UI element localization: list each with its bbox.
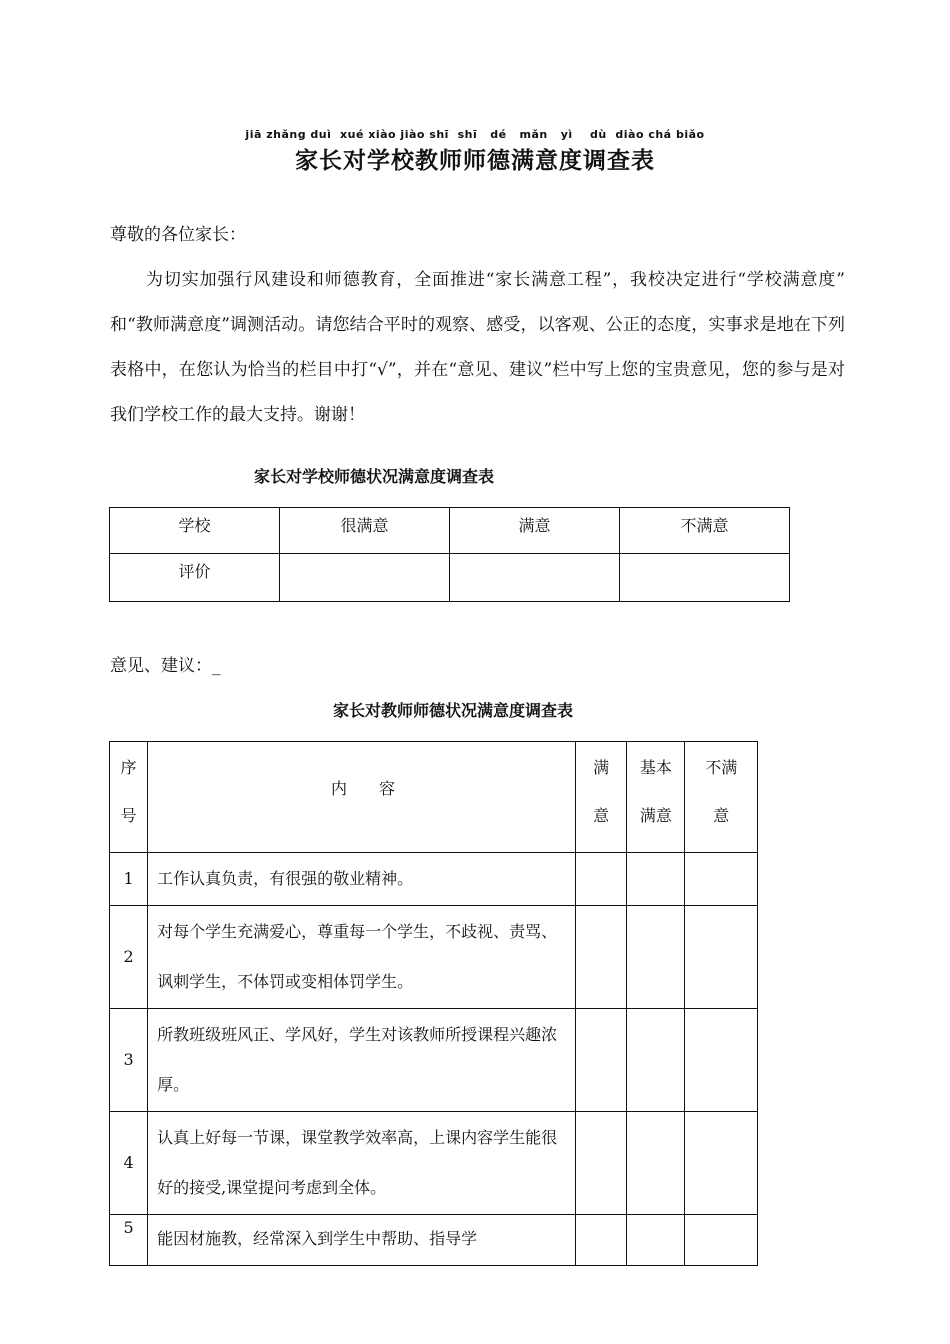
cell-unsatisfied[interactable] (685, 1112, 758, 1215)
header-satisfied: 满意 (450, 508, 620, 554)
greeting: 尊敬的各位家长： (110, 225, 246, 245)
teacher-satisfaction-table (109, 741, 758, 1266)
cell-satisfied[interactable] (450, 554, 620, 602)
header-very-satisfied: 很满意 (280, 508, 450, 554)
row-content: 能因材施教，经常深入到学生中帮助、指导学 (148, 1215, 576, 1266)
row-number: 2 (110, 906, 148, 1009)
intro-paragraph: 为切实加强行风建设和师德教育，全面推进“家长满意工程”，我校决定进行“学校满意度” 和“教师满意度”调测活动。请您结合平时的观察、感受，以客观、公正的态度，实事求是地在下列表格中，在您认为恰当的栏目中打“√”，并在“意见、建议”栏中写上您的宝贵意见，您的参与是对我们学校工作的最大支持。谢谢！ (110, 270, 845, 425)
cell-basically-satisfied[interactable] (627, 906, 685, 1009)
row-content: 工作认真负责，有很强的敬业精神。 (148, 853, 576, 906)
cell-unsatisfied[interactable] (685, 1009, 758, 1112)
cell-basically-satisfied[interactable] (627, 853, 685, 906)
row-number: 5 (110, 1215, 148, 1266)
table-row (110, 1009, 758, 1112)
school-table-title: 家长对学校师德状况满意度调查表 (254, 467, 495, 486)
cell-unsatisfied[interactable] (685, 853, 758, 906)
row-content: 认真上好每一节课，课堂教学效率高，上课内容学生能很好的接受,课堂提问考虑到全体。 (148, 1112, 576, 1215)
header-content: 内 容 (148, 742, 576, 853)
cell-unsatisfied[interactable] (685, 906, 758, 1009)
row-number: 4 (110, 1112, 148, 1215)
cell-unsatisfied[interactable] (620, 554, 790, 602)
table-header-row (110, 742, 758, 853)
cell-very-satisfied[interactable] (280, 554, 450, 602)
cell-satisfied[interactable] (575, 1112, 626, 1215)
header-basically-satisfied: 基本 满意 (627, 742, 685, 853)
header-unsatisfied: 不满 意 (685, 742, 758, 853)
advice-label: 意见、建议：_ (110, 656, 221, 676)
cell-satisfied[interactable] (575, 1009, 626, 1112)
school-satisfaction-table (109, 507, 790, 602)
cell-satisfied[interactable] (575, 906, 626, 1009)
cell-basically-satisfied[interactable] (627, 1112, 685, 1215)
header-school: 学校 (110, 508, 280, 554)
table-row (110, 554, 790, 602)
title-pinyin: jiā zhǎng duì xué xiào jiào shī shī dé mǎn yì dù diào chá biǎo (245, 128, 705, 141)
table-row (110, 853, 758, 906)
header-serial-number: 序 号 (110, 742, 148, 853)
row-label-evaluation: 评价 (110, 554, 280, 602)
cell-basically-satisfied[interactable] (627, 1009, 685, 1112)
table-header-row (110, 508, 790, 554)
row-number: 1 (110, 853, 148, 906)
cell-satisfied[interactable] (575, 1215, 626, 1266)
header-satisfied: 满 意 (575, 742, 626, 853)
cell-unsatisfied[interactable] (685, 1215, 758, 1266)
cell-satisfied[interactable] (575, 853, 626, 906)
cell-basically-satisfied[interactable] (627, 1215, 685, 1266)
header-unsatisfied: 不满意 (620, 508, 790, 554)
row-number: 3 (110, 1009, 148, 1112)
page-title: 家长对学校教师师德满意度调查表 (295, 148, 655, 174)
table-row (110, 1112, 758, 1215)
teacher-table-title: 家长对教师师德状况满意度调查表 (333, 701, 574, 720)
table-row (110, 1215, 758, 1266)
row-content: 对每个学生充满爱心，尊重每一个学生，不歧视、责骂、讽刺学生，不体罚或变相体罚学生。 (148, 906, 576, 1009)
row-content: 所教班级班风正、学风好，学生对该教师所授课程兴趣浓厚。 (148, 1009, 576, 1112)
table-row (110, 906, 758, 1009)
